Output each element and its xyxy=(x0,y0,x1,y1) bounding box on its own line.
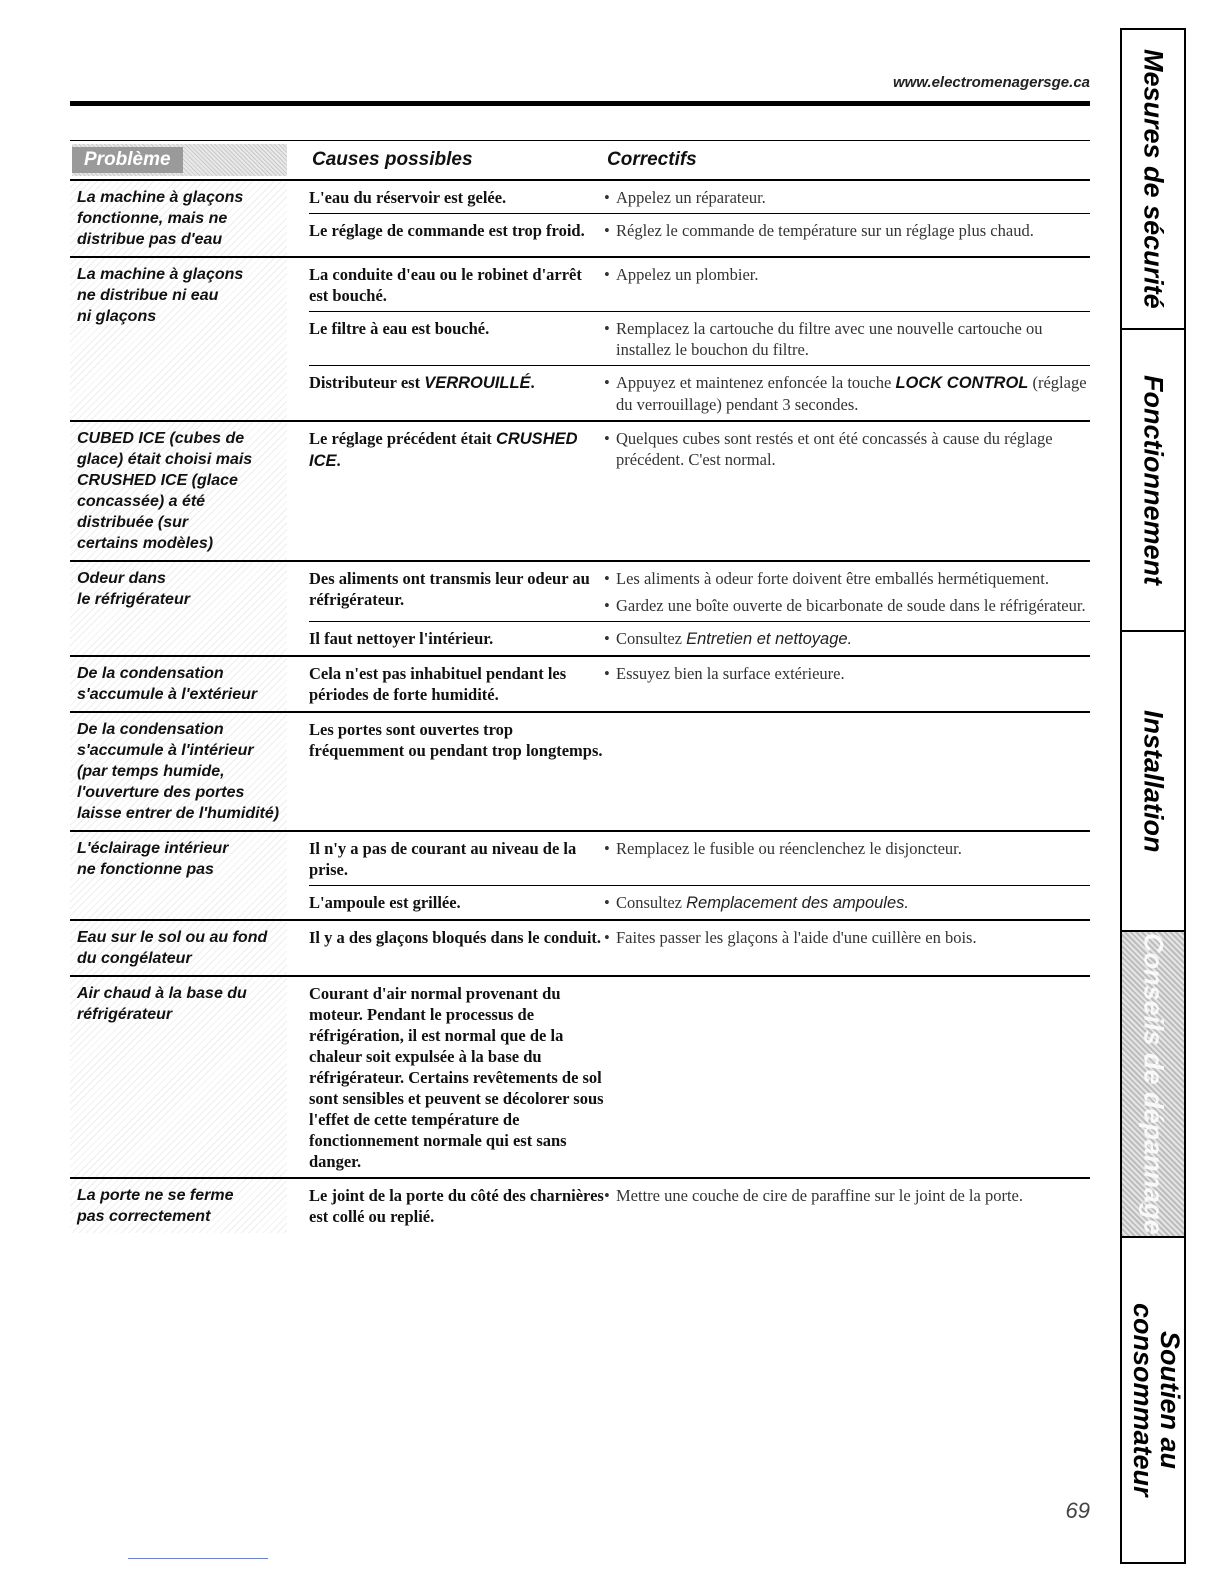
section-sidebar xyxy=(1120,28,1186,1564)
website-url: www.electromenagersge.ca xyxy=(892,74,1090,91)
fix-text: Essuyez bien la surface extérieure. xyxy=(616,664,845,683)
tab-label: Conseils de dépannage xyxy=(1138,933,1169,1235)
problem-line: De la condensation xyxy=(77,721,224,738)
problem-line: ne distribue ni eau xyxy=(77,287,219,304)
fix-text xyxy=(616,628,852,650)
tab-mesures-de-securite[interactable] xyxy=(1122,30,1184,330)
footer-rule xyxy=(128,1558,268,1559)
fix-reference: Entretien et nettoyage. xyxy=(686,630,853,648)
cause-text: Il n'y a pas de courant au niveau de la prise. xyxy=(309,839,577,879)
cause-text-part: . xyxy=(530,373,535,392)
tab-installation[interactable] xyxy=(1122,632,1184,932)
problem-line: De la condensation xyxy=(77,665,224,682)
cause-text: Des aliments ont transmis leur odeur au réfrigérateur. xyxy=(309,569,590,609)
problem-header-cell xyxy=(72,144,287,176)
fix-text: Mettre une couche de cire de paraffine sur le joint de la porte. xyxy=(616,1186,1023,1205)
cause-text-part: Distributeur est xyxy=(309,373,421,392)
tab-label: Soutien au consommateur xyxy=(1128,1303,1185,1497)
cause-text: Le joint de la porte du côté des charnières est collé ou replié. xyxy=(309,1186,604,1226)
cause-text: Courant d'air normal provenant du moteur. Pendant le processus de réfrigération, il est normal que de la chaleur soit expulsée à la base du réfrigérateur. Certains revêtements de sol sont sensibles et peuvent se décolorer sous l'effet de cette température de fonctionnement normale qui est sans danger. xyxy=(309,984,604,1171)
tab-label: Installation xyxy=(1138,709,1169,853)
problem-cell xyxy=(70,562,287,655)
problem-cell xyxy=(70,657,287,711)
problem-line: CUBED ICE (cubes de xyxy=(77,430,245,447)
bullet-icon: • xyxy=(604,429,610,448)
table-row xyxy=(309,921,1090,953)
table-row xyxy=(309,258,1090,311)
table-group xyxy=(70,977,1090,1179)
problem-line: glace) était choisi mais xyxy=(77,451,253,468)
table-row xyxy=(309,885,1090,919)
problem-line: s'accumule à l'intérieur xyxy=(77,742,254,759)
problem-line: La machine à glaçons xyxy=(77,266,244,283)
page-number: 69 xyxy=(1065,1498,1090,1523)
table-row xyxy=(309,832,1090,885)
cause-text: Les portes sont ouvertes trop fréquemment ou pendant trop longtemps. xyxy=(309,720,603,760)
fix-text: Appelez un plombier. xyxy=(616,265,759,284)
fix-reference: Remplacement des ampoules. xyxy=(686,894,909,912)
problem-cell xyxy=(70,1179,287,1233)
troubleshooting-table xyxy=(70,140,1090,1233)
table-group xyxy=(70,258,1090,422)
bullet-icon: • xyxy=(604,569,610,588)
problem-line: du congélateur xyxy=(77,950,192,967)
cause-emphasis: CRUSHED ICE xyxy=(309,430,578,470)
problem-line: l'ouverture des portes xyxy=(77,784,245,801)
problem-line: L'éclairage intérieur xyxy=(77,840,229,857)
bullet-icon: • xyxy=(604,373,610,392)
table-row xyxy=(309,977,1090,1177)
problem-line: concassée) a été xyxy=(77,493,206,510)
problem-line: distribue pas d'eau xyxy=(77,231,223,248)
fix-text: Réglez le commande de température sur un réglage plus chaud. xyxy=(616,221,1034,240)
bullet-icon: • xyxy=(604,893,610,912)
table-row xyxy=(309,213,1090,246)
problem-line: s'accumule à l'extérieur xyxy=(77,686,258,703)
table-group xyxy=(70,657,1090,713)
problem-line: Eau sur le sol ou au fond xyxy=(77,929,268,946)
tab-soutien-au-consommateur[interactable] xyxy=(1122,1238,1184,1562)
problem-line: distribuée (sur xyxy=(77,514,189,531)
cause-emphasis: VERROUILLÉ xyxy=(424,374,531,392)
problem-cell xyxy=(70,258,287,420)
cause-text xyxy=(309,372,604,415)
table-row xyxy=(309,657,1090,710)
fix-text-part: Appuyez et maintenez enfoncée la touche xyxy=(616,373,892,392)
table-row xyxy=(309,365,1090,420)
problem-cell xyxy=(70,713,287,830)
tab-fonctionnement[interactable] xyxy=(1122,330,1184,632)
problem-line: CRUSHED ICE (glace xyxy=(77,472,238,489)
problem-cell xyxy=(70,832,287,919)
fix-text-part: (réglage du verrouillage) pendant 3 secondes. xyxy=(616,373,1087,414)
table-group xyxy=(70,921,1090,977)
table-row xyxy=(309,181,1090,213)
problem-line: ni glaçons xyxy=(77,308,157,325)
cause-text: La conduite d'eau ou le robinet d'arrêt est bouché. xyxy=(309,265,582,305)
fix-empty xyxy=(604,983,1090,1172)
problem-line: pas correctement xyxy=(77,1208,211,1225)
fix-text xyxy=(616,372,1090,415)
bullet-icon: • xyxy=(604,664,610,683)
fix-text: Remplacez la cartouche du filtre avec une nouvelle cartouche ou installez le bouchon du filtre. xyxy=(616,319,1043,359)
fix-text-part: Consultez xyxy=(616,629,682,648)
problem-line: ne fonctionne pas xyxy=(77,861,214,878)
fix-text: Gardez une boîte ouverte de bicarbonate de soude dans le réfrigérateur. xyxy=(616,596,1086,615)
problem-cell xyxy=(70,977,287,1177)
causes-header: Causes possibles xyxy=(312,149,473,170)
bullet-icon: • xyxy=(604,928,610,947)
problem-header: Problème xyxy=(72,147,183,173)
problem-line: réfrigérateur xyxy=(77,1006,173,1023)
table-row xyxy=(309,562,1090,621)
table-group xyxy=(70,832,1090,921)
problem-line: laisse entrer de l'humidité) xyxy=(77,805,280,822)
table-group xyxy=(70,181,1090,258)
problem-line: certains modèles) xyxy=(77,535,214,552)
table-row xyxy=(309,311,1090,365)
problem-line: La porte ne se ferme xyxy=(77,1187,234,1204)
fix-text: Faites passer les glaçons à l'aide d'une cuillère en bois. xyxy=(616,928,977,947)
bullet-icon: • xyxy=(604,319,610,338)
table-group xyxy=(70,562,1090,657)
cause-text: L'eau du réservoir est gelée. xyxy=(309,188,507,207)
cause-text: Le filtre à eau est bouché. xyxy=(309,319,490,338)
problem-line: fonctionne, mais ne xyxy=(77,210,228,227)
table-row xyxy=(309,422,1090,477)
cause-text: Cela n'est pas inhabituel pendant les périodes de forte humidité. xyxy=(309,664,567,704)
table-group xyxy=(70,422,1090,562)
tab-conseils-de-depannage[interactable] xyxy=(1122,932,1184,1238)
table-group xyxy=(70,1179,1090,1233)
bullet-icon: • xyxy=(604,221,610,240)
fix-empty xyxy=(604,719,1090,761)
bullet-icon: • xyxy=(604,629,610,648)
problem-line: Odeur dans xyxy=(77,570,166,587)
fix-text xyxy=(616,892,909,914)
fix-text: Les aliments à odeur forte doivent être emballés hermétiquement. xyxy=(616,569,1049,588)
cause-text: Le réglage de commande est trop froid. xyxy=(309,221,585,240)
cause-text: L'ampoule est grillée. xyxy=(309,893,461,912)
bullet-icon: • xyxy=(604,596,610,615)
cause-text: Il faut nettoyer l'intérieur. xyxy=(309,629,494,648)
fix-text-part: Consultez xyxy=(616,893,682,912)
problem-line: (par temps humide, xyxy=(77,763,225,780)
fix-text: Remplacez le fusible ou réenclenchez le disjoncteur. xyxy=(616,839,962,858)
cause-text-part: Le réglage précédent était xyxy=(309,429,492,448)
problem-cell xyxy=(70,422,287,560)
fixes-header: Correctifs xyxy=(607,149,697,170)
table-row xyxy=(309,713,1090,766)
fix-text: Appelez un réparateur. xyxy=(616,188,766,207)
table-row xyxy=(309,1179,1090,1232)
problem-cell xyxy=(70,181,287,256)
table-row xyxy=(309,621,1090,655)
table-group xyxy=(70,713,1090,832)
problem-line: Air chaud à la base du xyxy=(77,985,247,1002)
bullet-icon: • xyxy=(604,839,610,858)
cause-text: Il y a des glaçons bloqués dans le conduit. xyxy=(309,928,602,947)
tab-label: Fonctionnement xyxy=(1138,375,1169,585)
bullet-icon: • xyxy=(604,188,610,207)
fix-emphasis: LOCK CONTROL xyxy=(895,374,1029,392)
header-rule xyxy=(70,101,1090,106)
problem-line: le réfrigérateur xyxy=(77,591,190,608)
bullet-icon: • xyxy=(604,1186,610,1205)
problem-cell xyxy=(70,921,287,975)
bullet-icon: • xyxy=(604,265,610,284)
cause-text-part: . xyxy=(336,451,341,470)
problem-line: La machine à glaçons xyxy=(77,189,244,206)
cause-text xyxy=(309,428,604,472)
table-header xyxy=(70,140,1090,181)
tab-label: Mesures de sécurité xyxy=(1138,49,1169,309)
fix-text: Quelques cubes sont restés et ont été concassés à cause du réglage précédent. C'est normal. xyxy=(616,429,1053,469)
